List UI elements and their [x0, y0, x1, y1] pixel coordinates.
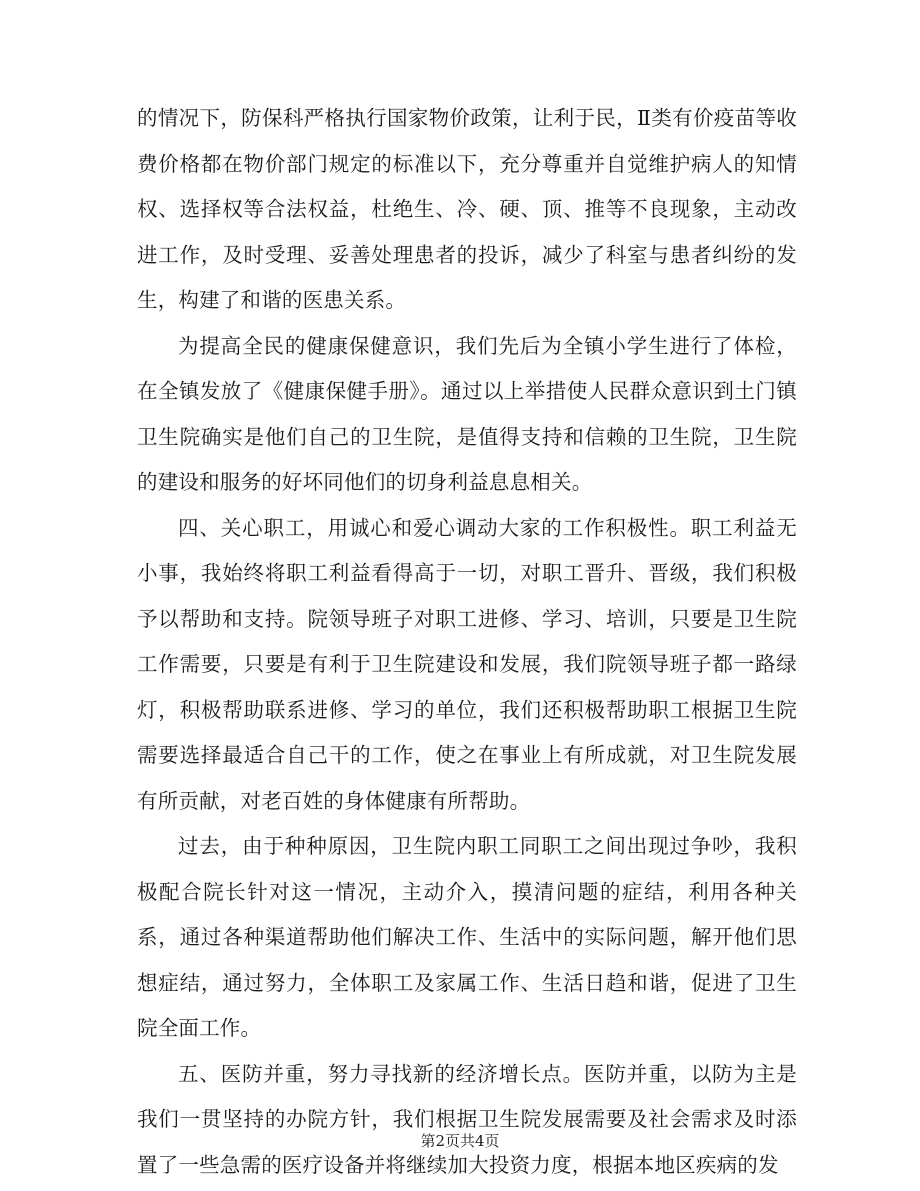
- page-number-footer: 第2页共4页: [420, 1132, 500, 1150]
- paragraph-5: 五、医防并重，努力寻找新的经济增长点。医防并重，以防为主是我们一贯坚持的办院方针，我们根据卫生院发展需要及社会需求及时添置了一些急需的医疗设备并将继续加大投资力度，根据本地区疾病的发: [137, 1061, 797, 1177]
- paragraph-4: 过去，由于种种原因，卫生院内职工同职工之间出现过争吵，我积极配合院长针对这一情况，主动介入，摸清问题的症结，利用各种关系，通过各种渠道帮助他们解决工作、生活中的实际问题，解开他们思想症结，通过努力，全体职工及家属工作、生活日趋和谐，促进了卫生院全面工作。: [137, 834, 797, 1040]
- paragraph-2: 为提高全民的健康保健意识，我们先后为全镇小学生进行了体检，在全镇发放了《健康保健手册》。通过以上举措使人民群众意识到土门镇卫生院确实是他们自己的卫生院，是值得支持和信赖的卫生院，卫生院的建设和服务的好坏同他们的切身利益息息相关。: [137, 333, 797, 494]
- paragraph-3: 四、关心职工，用诚心和爱心调动大家的工作积极性。职工利益无小事，我始终将职工利益看得高于一切，对职工晋升、晋级，我们积极予以帮助和支持。院领导班子对职工进修、学习、培训，只要是卫生院工作需要，只要是有利于卫生院建设和发展，我们院领导班子都一路绿灯，积极帮助联系进修、学习的单位，我们还积极帮助职工根据卫生院需要选择最适合自己干的工作，使之在事业上有所成就，对卫生院发展有所贡献，对老百姓的身体健康有所帮助。: [137, 515, 797, 813]
- document-body: [137, 96, 797, 1188]
- paragraph-1: 的情况下，防保科严格执行国家物价政策，让利于民，Ⅱ类有价疫苗等收费价格都在物价部门规定的标准以下，充分尊重并自觉维护病人的知情权、选择权等合法权益，杜绝生、冷、硬、顶、推等不良现象，主动改进工作，及时受理、妥善处理患者的投诉，减少了科室与患者纠纷的发生，构建了和谐的医患关系。: [137, 106, 797, 312]
